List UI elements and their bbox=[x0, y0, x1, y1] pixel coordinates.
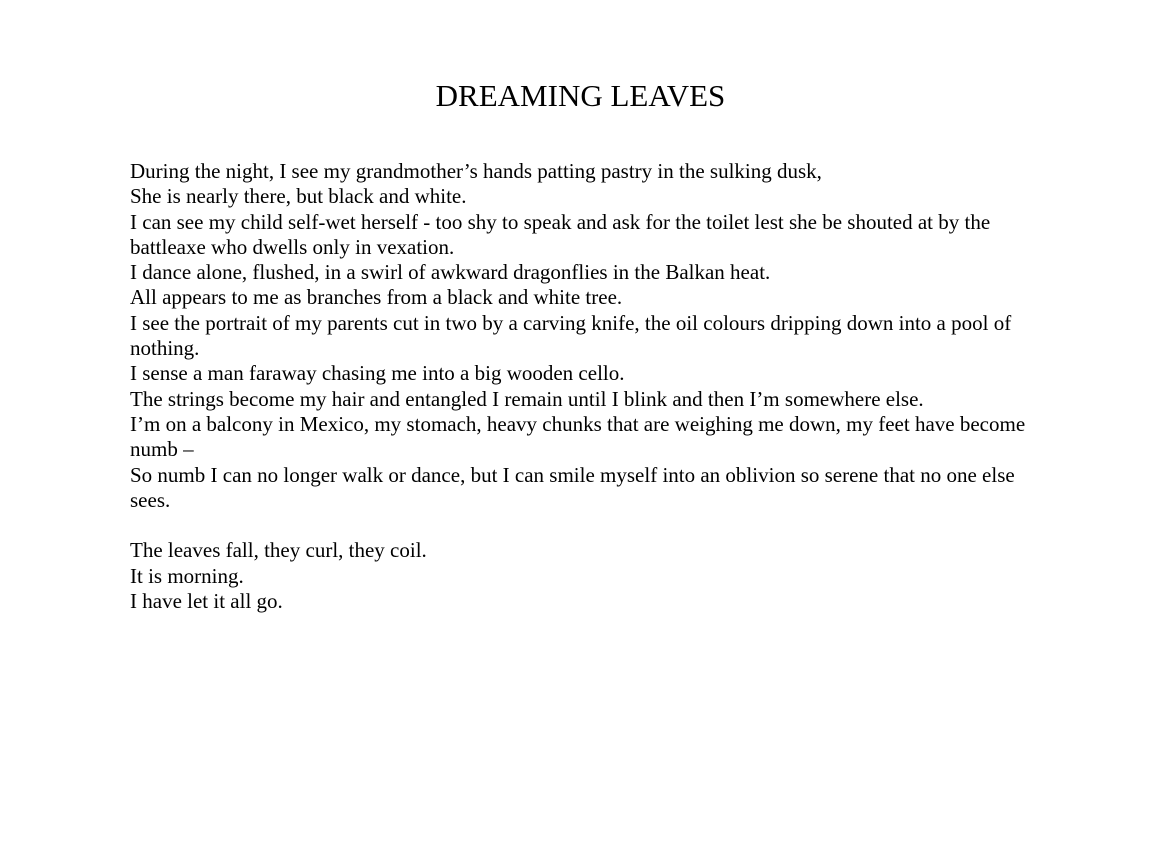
stanza-1 bbox=[130, 159, 1040, 513]
poem-line: I sense a man faraway chasing me into a big wooden cello. bbox=[130, 361, 625, 386]
poem-line: So numb I can no longer walk or dance, but I can smile myself into an oblivion so serene that no one else sees. bbox=[130, 462, 1015, 512]
poem-line: She is nearly there, but black and white. bbox=[130, 184, 467, 209]
poem-line: During the night, I see my grandmother’s hands patting pastry in the sulking dusk, bbox=[130, 159, 822, 183]
poem-line: I have let it all go. bbox=[130, 589, 283, 614]
poem-line: I’m on a balcony in Mexico, my stomach, heavy chunks that are weighing me down, my feet have become numb – bbox=[130, 411, 1026, 462]
poem-line: It is morning. bbox=[130, 563, 244, 588]
poem-line: I see the portrait of my parents cut in two by a carving knife, the oil colours dripping down into a pool of nothing. bbox=[130, 310, 1012, 361]
poem-body bbox=[130, 159, 1040, 614]
poem-line: I dance alone, flushed, in a swirl of awkward dragonflies in the Balkan heat. bbox=[130, 260, 771, 285]
poem-line: The leaves fall, they curl, they coil. bbox=[130, 538, 427, 563]
poem-line: The strings become my hair and entangled I remain until I blink and then I’m somewhere else. bbox=[130, 386, 924, 411]
poem-line: I can see my child self-wet herself - too shy to speak and ask for the toilet lest she be shouted at by the battleaxe who dwells only in vexation. bbox=[130, 209, 991, 259]
poem-line: All appears to me as branches from a black and white tree. bbox=[130, 285, 623, 310]
poem-title: DREAMING LEAVES bbox=[435, 78, 726, 113]
stanza-2 bbox=[130, 538, 1040, 614]
